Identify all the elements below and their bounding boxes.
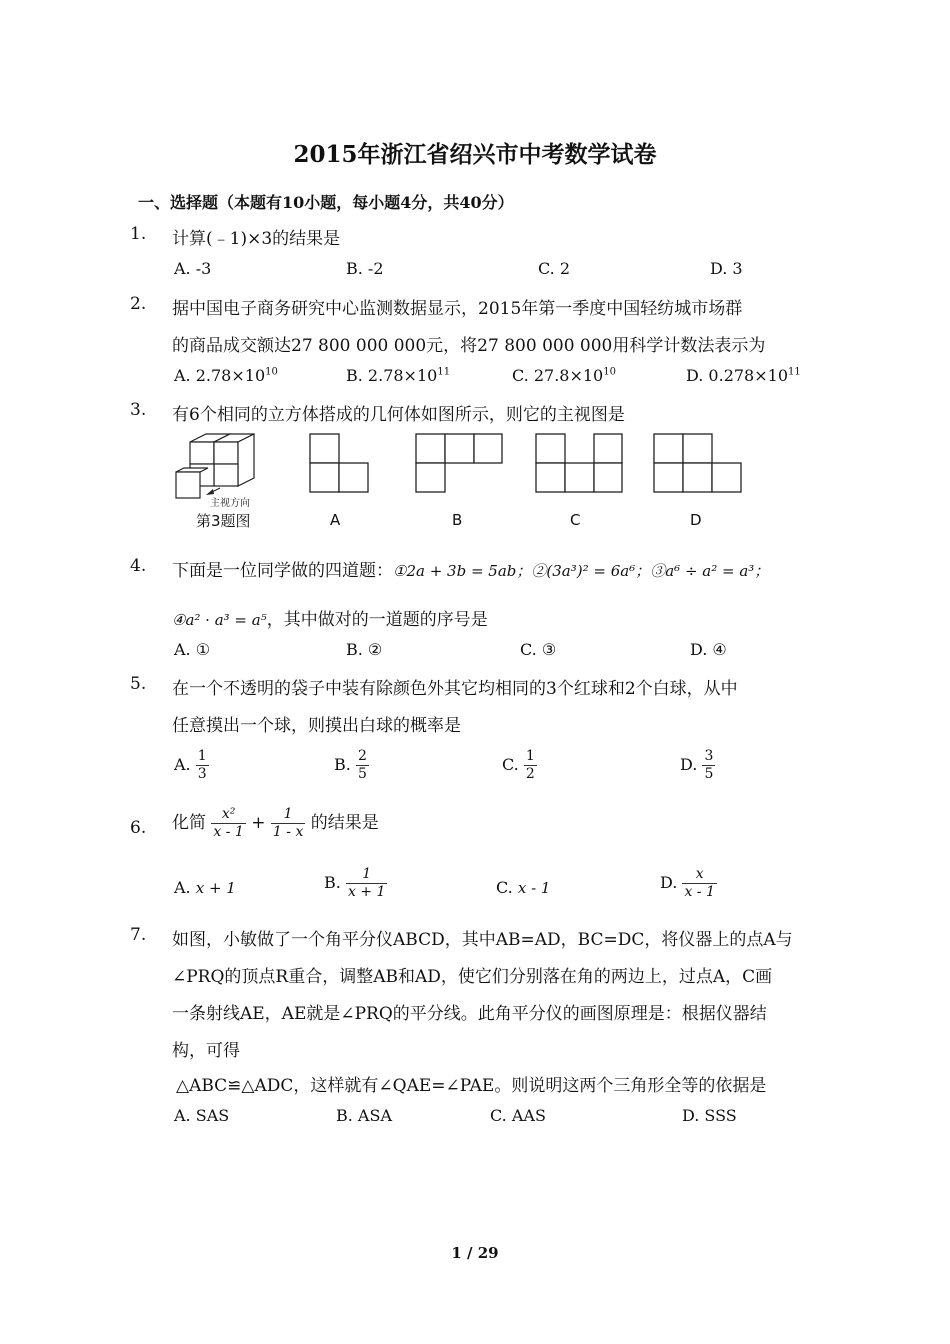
q1-option-d: D. 3	[710, 259, 743, 278]
section-heading: 一、选择题（本题有10小题，每小题4分，共40分）	[138, 193, 514, 212]
q1-number: 1.	[130, 224, 147, 244]
q6-option-d: D. $\frac{x}{x - 1}$	[660, 866, 715, 900]
page-title: 2015年浙江省绍兴市中考数学试卷	[293, 141, 657, 168]
q3-solid-figure	[170, 432, 280, 512]
q3-number: 3.	[130, 400, 147, 420]
q6-option-a: A. x + 1	[174, 878, 236, 897]
q3-option-d-figure	[652, 432, 744, 494]
q2-option-a: A. $2.78\times 10^{10}$	[174, 366, 278, 385]
q7-number: 7.	[130, 925, 147, 945]
q4-option-a: A. ①	[174, 640, 211, 659]
q3-label-a: A	[330, 511, 341, 529]
q7-option-a: A. SAS	[174, 1106, 230, 1125]
q5-line2: 任意摸出一个球，则摸出白球的概率是	[172, 716, 461, 736]
q1-option-a: A. -3	[174, 259, 212, 278]
q3-text: 有6个相同的立方体搭成的几何体如图所示，则它的主视图是	[172, 405, 625, 425]
page-number: 1 / 29	[451, 1244, 499, 1262]
q2-option-c: C. $27.8\times 10^{10}$	[512, 366, 616, 385]
q1-text: 计算(﹣1)×3的结果是	[172, 229, 341, 249]
q2-option-d: D. $0.278\times 10^{11}$	[686, 366, 801, 385]
q3-label-c: C	[570, 511, 581, 529]
q3-option-a-figure	[308, 432, 370, 494]
q5-option-b: B. $\frac{2}{5}$	[334, 748, 367, 782]
q7-line2: ∠PRQ的顶点R重合，调整AB和AD，使它们分别落在角的两边上，过点A，C画	[172, 967, 773, 987]
q7-line4: 构，可得	[172, 1041, 240, 1061]
q7-option-c: C. AAS	[490, 1106, 546, 1125]
q6-number: 6.	[130, 818, 147, 838]
q2-option-b: B. $2.78\times 10^{11}$	[346, 366, 451, 385]
q6-option-c: C. x - 1	[496, 878, 551, 897]
q3-figure-caption: 第3题图	[196, 512, 251, 530]
q7-line3: 一条射线AE，AE就是∠PRQ的平分线。此角平分仪的画图原理是：根据仪器结	[172, 1004, 767, 1024]
q7-line1: 如图，小敏做了一个角平分仪ABCD，其中AB=AD，BC=DC，将仪器上的点A与	[172, 930, 793, 950]
q1-option-b: B. -2	[346, 259, 384, 278]
q2-line2: 的商品成交额达27 800 000 000元，将27 800 000 000用科学计数法表示为	[172, 336, 766, 356]
q2-line1: 据中国电子商务研究中心监测数据显示，2015年第一季度中国轻纺城市场群	[172, 299, 743, 319]
q3-direction-label: 主视方向	[210, 498, 250, 509]
q4-line1: 下面是一位同学做的四道题：①2a + 3b = 5ab；②(3a³)² = 6a⁶；③a⁶ ÷ a² = a³；	[172, 561, 770, 581]
q1-option-c: C. 2	[538, 259, 571, 278]
q3-option-c-figure	[534, 432, 624, 494]
q5-option-d: D. $\frac{3}{5}$	[680, 748, 714, 782]
q4-option-b: B. ②	[346, 640, 383, 659]
q6-text: 化简 $\frac{\text{x²}}{x - 1}$ + $\frac{1}{1 - x}$ 的结果是	[172, 806, 379, 840]
q7-option-b: B. ASA	[336, 1106, 392, 1125]
q2-number: 2.	[130, 294, 147, 314]
q5-number: 5.	[130, 674, 147, 694]
q5-line1: 在一个不透明的袋子中装有除颜色外其它均相同的3个红球和2个白球，从中	[172, 679, 738, 699]
q3-label-d: D	[690, 511, 702, 529]
q3-label-b: B	[452, 511, 463, 529]
q6-option-b: B. $\frac{1}{x + 1}$	[324, 866, 386, 900]
q7-line5: △ABC≌△ADC，这样就有∠QAE=∠PAE。则说明这两个三角形全等的依据是	[176, 1076, 767, 1096]
q5-option-a: A. $\frac{1}{3}$	[174, 748, 207, 782]
q4-option-d: D. ④	[690, 640, 727, 659]
q5-option-c: C. $\frac{1}{2}$	[502, 748, 535, 782]
q4-number: 4.	[130, 556, 147, 576]
q3-option-b-figure	[414, 432, 504, 494]
q4-option-c: C. ③	[520, 640, 557, 659]
q7-option-d: D. SSS	[682, 1106, 737, 1125]
q4-line2: ④a² · a³ = a⁵，其中做对的一道题的序号是	[172, 610, 488, 630]
